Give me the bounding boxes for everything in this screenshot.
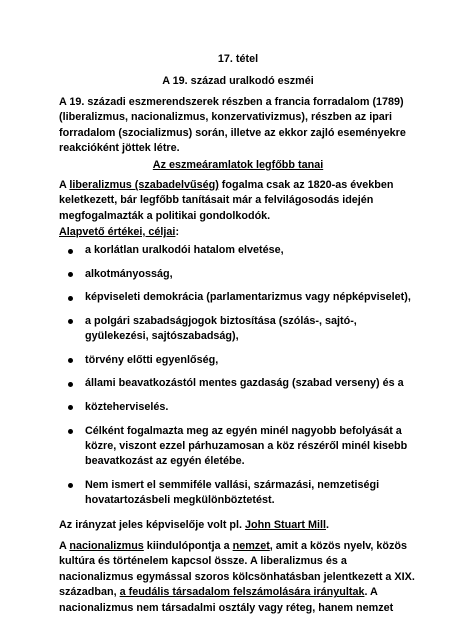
list-item xyxy=(59,424,417,470)
list-item-text: képviseleti demokrácia (parlamentarizmus vagy népképviselet), xyxy=(85,291,411,304)
liberalism-term: liberalizmus (szabadelvűség) xyxy=(69,179,219,191)
liberalism-paragraph xyxy=(59,178,417,224)
values-list xyxy=(59,243,417,517)
bullet-icon xyxy=(68,319,73,324)
values-heading-colon: : xyxy=(175,226,180,238)
mill-name: John Stuart Mill xyxy=(245,519,327,531)
document-number-title: 17. tétel xyxy=(217,53,259,65)
bullet-icon xyxy=(68,405,73,410)
nat-text-3: , amit a közös nyelv, közös kultúra és történelem kapcsol össze. A liberalizmus és a nacionalizmus egymással szoros kölcsönhatásban jelentkezett a XIX. században, xyxy=(59,540,415,599)
bullet-icon xyxy=(68,296,73,301)
section-heading-text: Az eszmeáramlatok legfőbb tanai xyxy=(152,159,324,171)
nat-nation-term: nemzet xyxy=(232,540,270,552)
mill-paragraph xyxy=(59,518,417,533)
nat-feudal-phrase: a feudális társadalom felszámolására irányultak xyxy=(119,586,365,599)
values-heading xyxy=(59,225,417,240)
list-item-text: törvény előtti egyenlőség, xyxy=(85,353,219,366)
bullet-icon xyxy=(68,429,73,434)
bullet-icon xyxy=(68,483,73,488)
mill-text-2: . xyxy=(326,519,330,531)
nat-text-4: . A nacionalizmus nem társadalmi osztály vagy réteg, hanem nemzet xyxy=(59,586,394,614)
nat-term: nacionalizmus xyxy=(69,540,144,552)
liberalism-text-1: A xyxy=(59,179,70,191)
intro-paragraph: A 19. századi eszmerendszerek részben a francia forradalom (1789) (liberalizmus, nacionalizmus, konzervativizmus), részben az ipari forradalom (szocializmus) során, illetve az ekkor zajló eseményekre reakcióként jöttek létre. xyxy=(59,96,406,155)
bullet-icon xyxy=(68,249,73,254)
bullet-icon xyxy=(68,382,73,387)
mill-text-1: Az irányzat jeles képviselője volt pl. xyxy=(59,519,246,531)
list-item xyxy=(59,478,417,509)
list-item xyxy=(59,400,417,415)
list-item-text: állami beavatkozástól mentes gazdaság (szabad verseny) és a xyxy=(85,377,404,390)
list-item xyxy=(59,376,417,391)
nat-text-1: A xyxy=(59,540,70,552)
nat-text-2: kiindulópontja a xyxy=(143,540,233,552)
list-item-text: a korlátlan uralkodói hatalom elvetése, xyxy=(85,244,284,256)
list-item xyxy=(59,314,417,345)
bullet-icon xyxy=(68,358,73,363)
list-item-text: alkotmányosság, xyxy=(85,267,173,280)
list-item xyxy=(59,353,417,368)
list-item-text: Célként fogalmazta meg az egyén minél nagyobb befolyását a közre, viszont ezzel párhuzamosan a köz részéről minél kisebb beavatkozást az egyén életébe. xyxy=(85,424,408,468)
list-item-text: Nem ismert el semmiféle vallási, származási, nemzetiségi hovatartozásbeli megkülönböztetést. xyxy=(85,478,380,507)
list-item xyxy=(59,267,417,282)
liberalism-text-2: fogalma csak az 1820-as években keletkezett, bár legfőbb tanításait már a felvilágosodás idején megfogalmazták a politikai gondolkodók. xyxy=(59,179,394,222)
list-item xyxy=(59,243,417,258)
section-heading xyxy=(59,158,417,173)
list-item-text: közteherviselés. xyxy=(85,400,169,413)
bullet-icon xyxy=(68,272,73,277)
nationalism-paragraph xyxy=(59,539,417,616)
list-item xyxy=(59,290,417,305)
values-heading-text: Alapvető értékei, céljai xyxy=(59,226,176,238)
document-main-title: A 19. század uralkodó eszméi xyxy=(162,75,314,87)
list-item-text: a polgári szabadságjogok biztosítása (szólás-, sajtó-, gyülekezési, sajtószabadság), xyxy=(85,314,357,343)
